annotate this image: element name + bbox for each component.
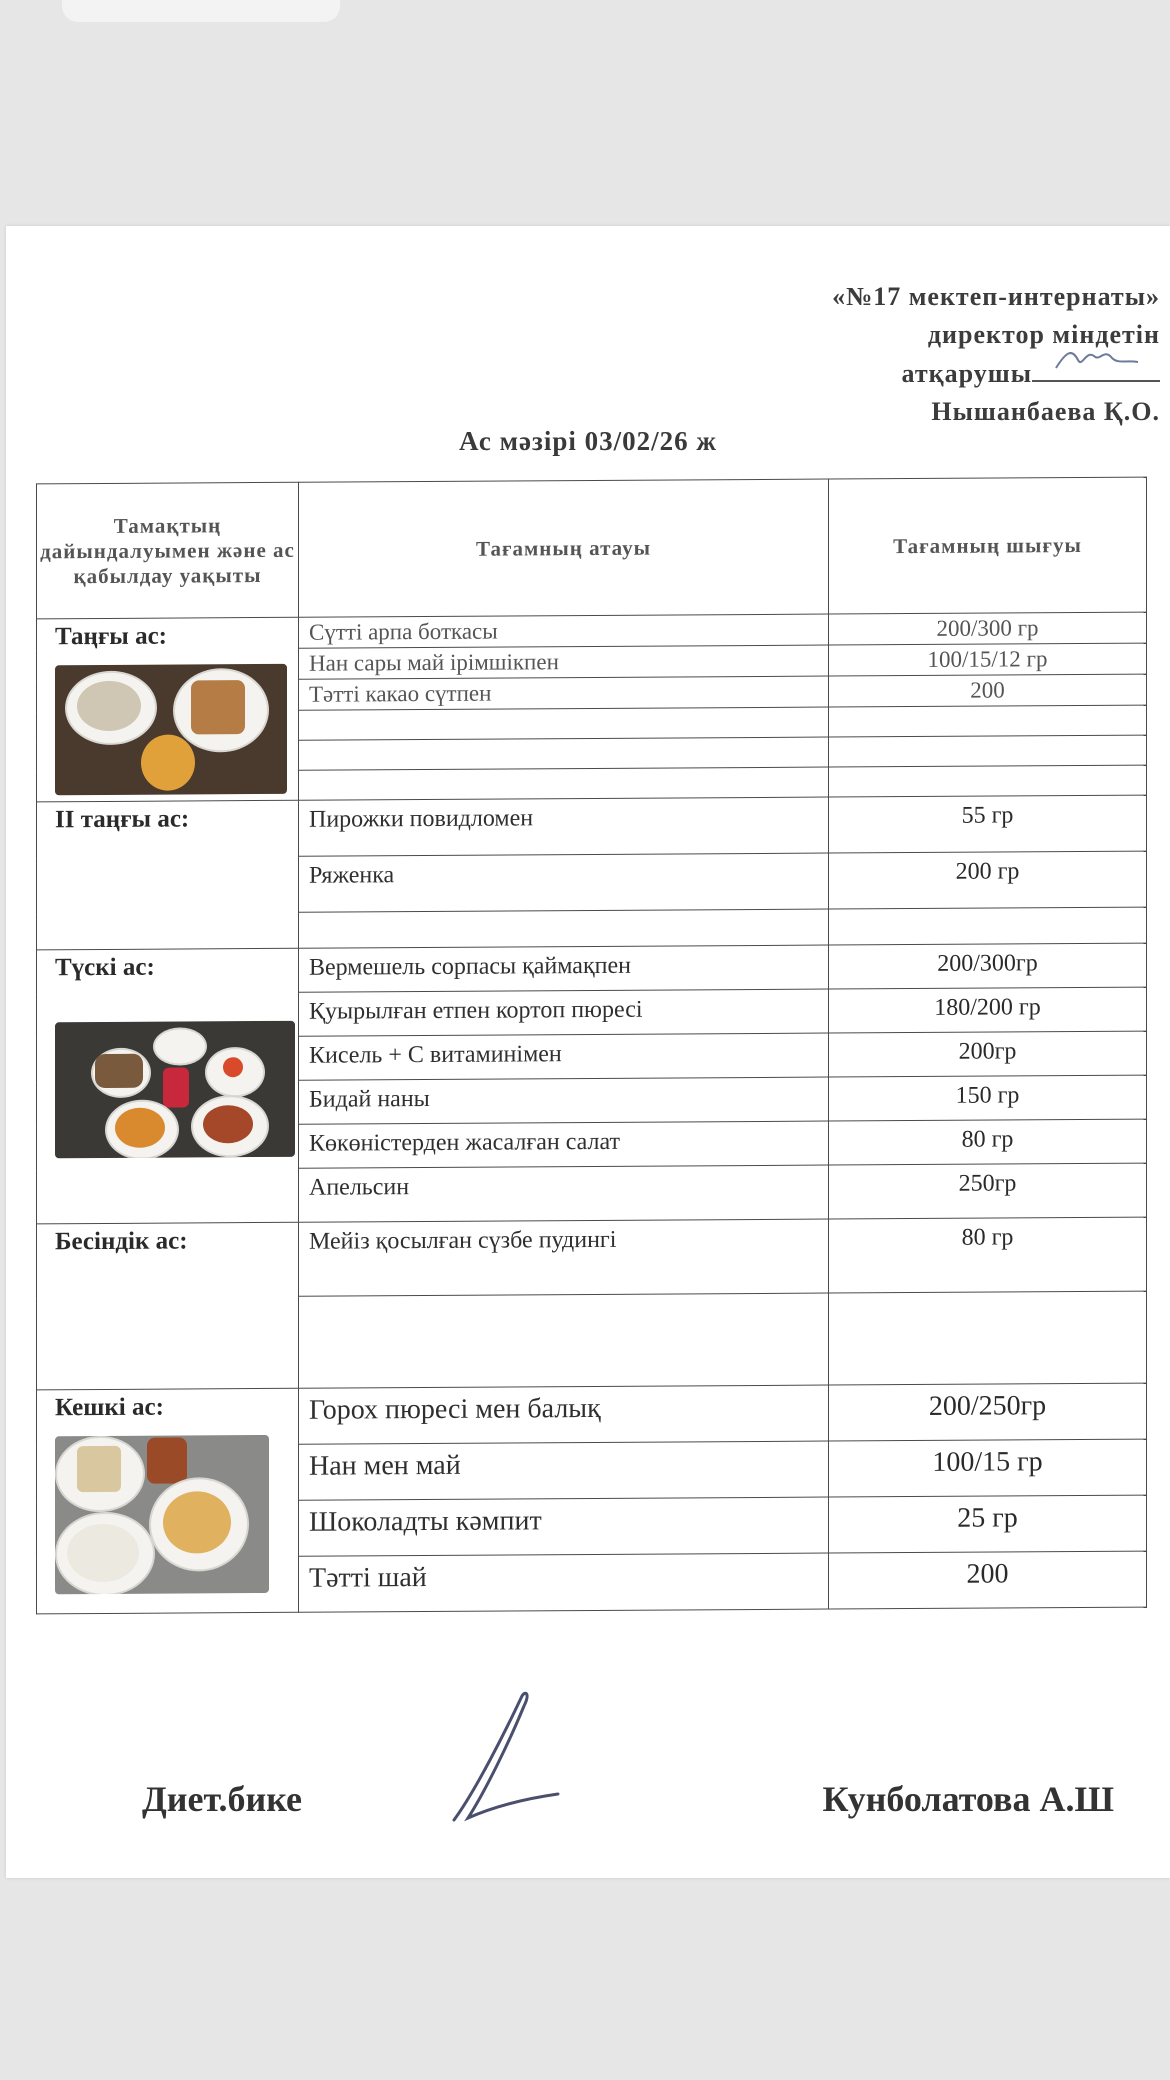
approval-director-name: Нышанбаева Қ.О. xyxy=(931,397,1160,426)
dish-name: Қуырылған етпен кортоп пюресі xyxy=(299,989,829,1036)
meal-label-snack: Бесіндік ас: xyxy=(55,1227,188,1256)
dish-qty: 55 гр xyxy=(829,795,1147,853)
dish-name: Тәтті какао сүтпен xyxy=(299,676,829,710)
dish-qty: 180/200 гр xyxy=(829,987,1147,1033)
dish-name: Апельсин xyxy=(299,1165,829,1222)
meal-label-lunch: Түскі ас: xyxy=(55,953,155,982)
dish-qty: 200 xyxy=(829,1551,1147,1609)
top-tab xyxy=(62,0,340,22)
dish-qty: 25 гр xyxy=(829,1495,1147,1553)
dish-qty: 200гр xyxy=(829,1031,1147,1077)
header-row xyxy=(37,477,1147,619)
approval-position: директор міндетін xyxy=(927,320,1160,349)
dish-qty: 250гр xyxy=(829,1163,1147,1219)
director-signature xyxy=(1032,354,1160,382)
dish-name: Горох пюресі мен балық xyxy=(299,1385,829,1444)
breakfast-photo xyxy=(55,664,287,795)
dietitian-role: Диет.бике xyxy=(142,1779,303,1819)
menu-table xyxy=(36,477,1147,1615)
meal-label-second-breakfast: ІІ таңғы ас: xyxy=(55,805,190,834)
table-row xyxy=(37,943,1147,994)
dish-qty: 150 гр xyxy=(829,1075,1147,1121)
dish-name: Көкөністерден жасалған салат xyxy=(299,1121,829,1168)
header-yield: Тағамның шығуы xyxy=(829,477,1147,614)
dish-name: Вермешель сорпасы қаймақпен xyxy=(299,945,829,992)
meal-breakfast xyxy=(37,617,299,802)
header-time: Тамақтың дайындалуымен және ас қабылдау уақыты xyxy=(37,482,299,619)
meal-dinner xyxy=(37,1388,299,1614)
dish-name: Нан мен май xyxy=(299,1441,829,1500)
meal-snack xyxy=(37,1222,299,1390)
dish-qty: 200 xyxy=(829,674,1147,707)
approval-stamp xyxy=(832,278,1160,431)
dish-qty: 80 гр xyxy=(829,1119,1147,1165)
header-dish: Тағамның атауы xyxy=(299,479,829,617)
approval-school: «№17 мектеп-интернаты» xyxy=(832,282,1160,311)
dish-qty: 100/15/12 гр xyxy=(829,643,1147,676)
table-row xyxy=(37,1217,1147,1298)
meal-second-breakfast xyxy=(37,800,299,950)
dish-qty: 80 гр xyxy=(829,1217,1147,1293)
dish-qty: 200/250гр xyxy=(829,1383,1147,1441)
dish-name: Сүтті арпа боткасы xyxy=(299,614,829,648)
dietitian-signature-block xyxy=(6,1756,1170,1846)
menu-title: Ас мәзірі 03/02/26 ж xyxy=(459,426,717,456)
dish-name: Мейіз қосылған сүзбе пудингі xyxy=(299,1219,829,1296)
dish-qty: 200/300 гр xyxy=(829,612,1147,645)
dish-name: Тәтті шай xyxy=(299,1553,829,1612)
dinner-photo xyxy=(55,1435,269,1594)
meal-label-breakfast: Таңғы ас: xyxy=(55,622,167,651)
dietitian-signature xyxy=(446,1690,566,1830)
meal-lunch xyxy=(37,948,299,1224)
dish-qty: 200 гр xyxy=(829,851,1147,909)
lunch-photo xyxy=(55,1021,295,1158)
dish-name: Пирожки повидломен xyxy=(299,797,829,856)
dish-name: Ряженка xyxy=(299,853,829,912)
table-row xyxy=(37,1383,1147,1446)
document-page xyxy=(6,226,1170,1878)
approval-acting-label: атқарушы xyxy=(901,359,1032,388)
dish-name: Кисель + С витаминімен xyxy=(299,1033,829,1080)
dish-name: Нан сары май ірімшікпен xyxy=(299,645,829,679)
dish-qty: 100/15 гр xyxy=(829,1439,1147,1497)
dish-name: Шоколадты кәмпит xyxy=(299,1497,829,1556)
approval-acting xyxy=(832,354,1160,393)
dietitian-name: Кунболатова А.Ш xyxy=(822,1779,1114,1819)
dish-qty: 200/300гр xyxy=(829,943,1147,989)
table-row xyxy=(37,795,1147,858)
meal-label-dinner: Кешкі ас: xyxy=(55,1393,164,1422)
dish-name: Бидай наны xyxy=(299,1077,829,1124)
